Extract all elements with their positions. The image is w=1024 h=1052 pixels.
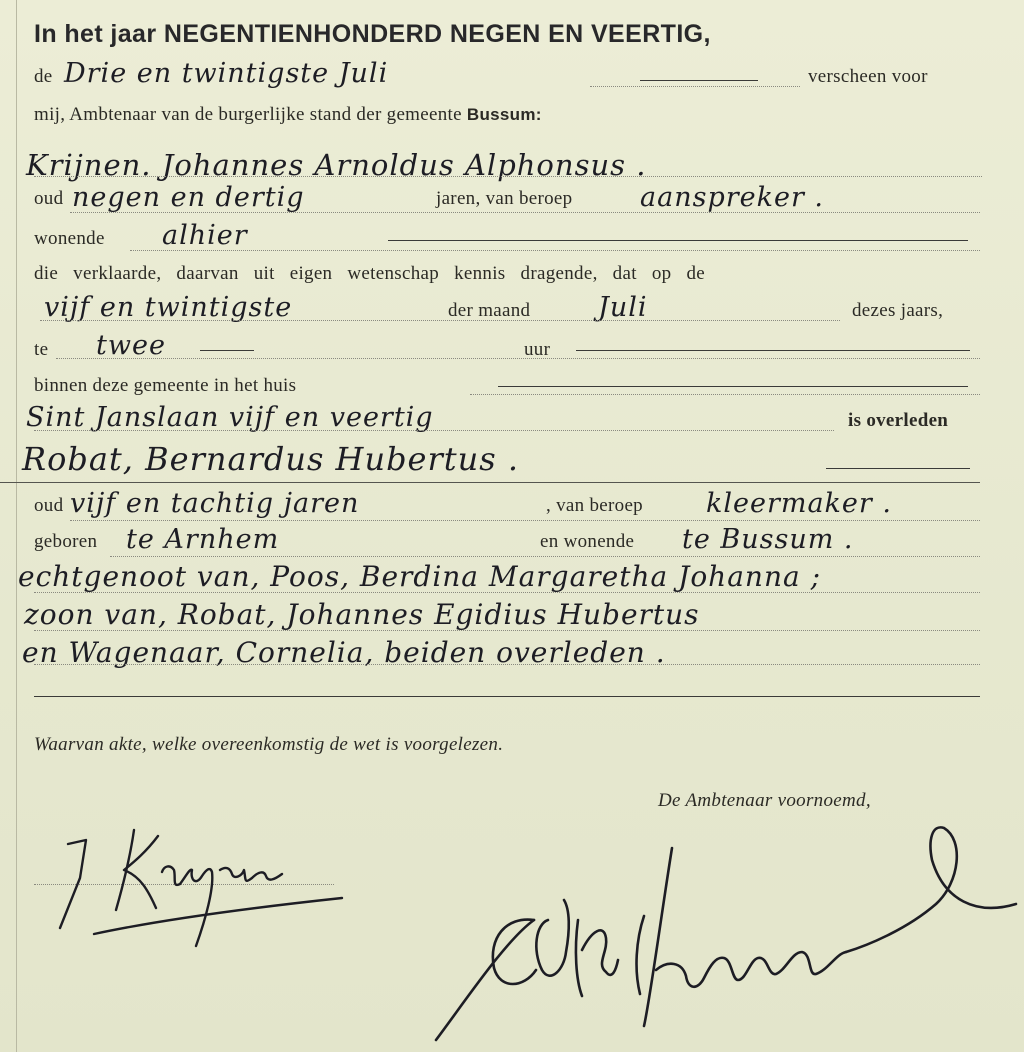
label-verscheen: verscheen voor xyxy=(808,66,928,87)
filler-rule xyxy=(826,468,970,469)
municipality: Bussum: xyxy=(466,105,542,124)
hw-line-2: zoon van, Robat, Johannes Egidius Hubertus xyxy=(24,598,700,631)
filler-rule xyxy=(200,350,254,351)
dotted-line xyxy=(40,320,840,321)
margin-line xyxy=(16,0,17,1052)
label-wonende: wonende xyxy=(34,228,105,249)
filler-rule xyxy=(498,386,968,387)
label-binnen: binnen deze gemeente in het huis xyxy=(34,375,297,396)
label-te: te xyxy=(34,339,49,360)
label-de: de xyxy=(34,66,53,87)
hw-birthplace: te Arnhem xyxy=(126,524,280,555)
dotted-line xyxy=(34,630,980,631)
hw-age: negen en dertig xyxy=(72,182,305,213)
label-en-wonende: en wonende xyxy=(540,531,635,552)
label-dezes-jaars: dezes jaars, xyxy=(852,300,944,321)
hw-death-day: vijf en twintigste xyxy=(44,292,293,323)
label-oud-2: oud xyxy=(34,495,64,516)
label-jaren-beroep: jaren, van beroep xyxy=(436,188,573,209)
hw-deceased-occupation: kleermaker . xyxy=(706,488,892,519)
dotted-line xyxy=(34,664,980,665)
filler-rule xyxy=(388,240,968,241)
filler-rule xyxy=(640,80,758,81)
label-uur: uur xyxy=(524,339,551,360)
dotted-line xyxy=(34,592,980,593)
dotted-line xyxy=(470,394,980,395)
label-van-beroep: , van beroep xyxy=(546,495,643,516)
hw-declarant: Krijnen. Johannes Arnoldus Alphonsus . xyxy=(26,148,647,182)
closing-rule xyxy=(34,696,980,697)
hw-line-1: echtgenoot van, Poos, Berdina Margaretha Johanna ; xyxy=(18,560,822,593)
hw-address: Sint Janslaan vijf en veertig xyxy=(26,402,434,433)
dotted-line xyxy=(34,430,834,431)
heading xyxy=(34,20,711,49)
hw-residence: alhier xyxy=(162,220,248,251)
dotted-line xyxy=(56,358,980,359)
hw-deceased-residence: te Bussum . xyxy=(682,524,854,555)
label-ambtenaar xyxy=(34,104,542,126)
hw-hour: twee xyxy=(96,330,166,361)
filler-rule xyxy=(0,482,980,483)
dotted-line xyxy=(70,212,980,213)
heading-prefix: In het jaar xyxy=(34,20,157,48)
dotted-line xyxy=(34,176,982,177)
hw-occupation: aanspreker . xyxy=(640,182,825,213)
hw-line-3: en Wagenaar, Cornelia, beiden overleden . xyxy=(22,636,666,669)
declarant-signature xyxy=(30,818,350,958)
label-is-overleden: is overleden xyxy=(848,410,949,431)
label-oud: oud xyxy=(34,188,64,209)
hw-day: Drie en twintigste Juli xyxy=(64,58,389,89)
closing-statement: Waarvan akte, welke overeenkomstig de wet is voorgelezen. xyxy=(34,734,504,755)
hw-month: Juli xyxy=(598,292,648,323)
official-title: De Ambtenaar voornoemd, xyxy=(658,790,871,811)
hw-deceased-age: vijf en tachtig jaren xyxy=(70,488,360,519)
dotted-line xyxy=(110,556,980,557)
label-mij: mij, Ambtenaar van de burgerlijke stand der gemeente xyxy=(34,104,462,125)
dotted-line xyxy=(590,86,800,87)
label-verklaarde: die verklaarde, daarvan uit eigen wetenschap kennis dragende, dat op de xyxy=(34,263,706,284)
dotted-line xyxy=(130,250,980,251)
label-geboren: geboren xyxy=(34,531,98,552)
label-der-maand: der maand xyxy=(448,300,531,321)
heading-year: NEGENTIENHONDERD NEGEN EN VEERTIG, xyxy=(163,20,711,48)
dotted-line xyxy=(70,520,980,521)
hw-deceased: Robat, Bernardus Hubertus . xyxy=(22,440,520,478)
filler-rule xyxy=(576,350,970,351)
official-signature xyxy=(436,820,1024,1052)
